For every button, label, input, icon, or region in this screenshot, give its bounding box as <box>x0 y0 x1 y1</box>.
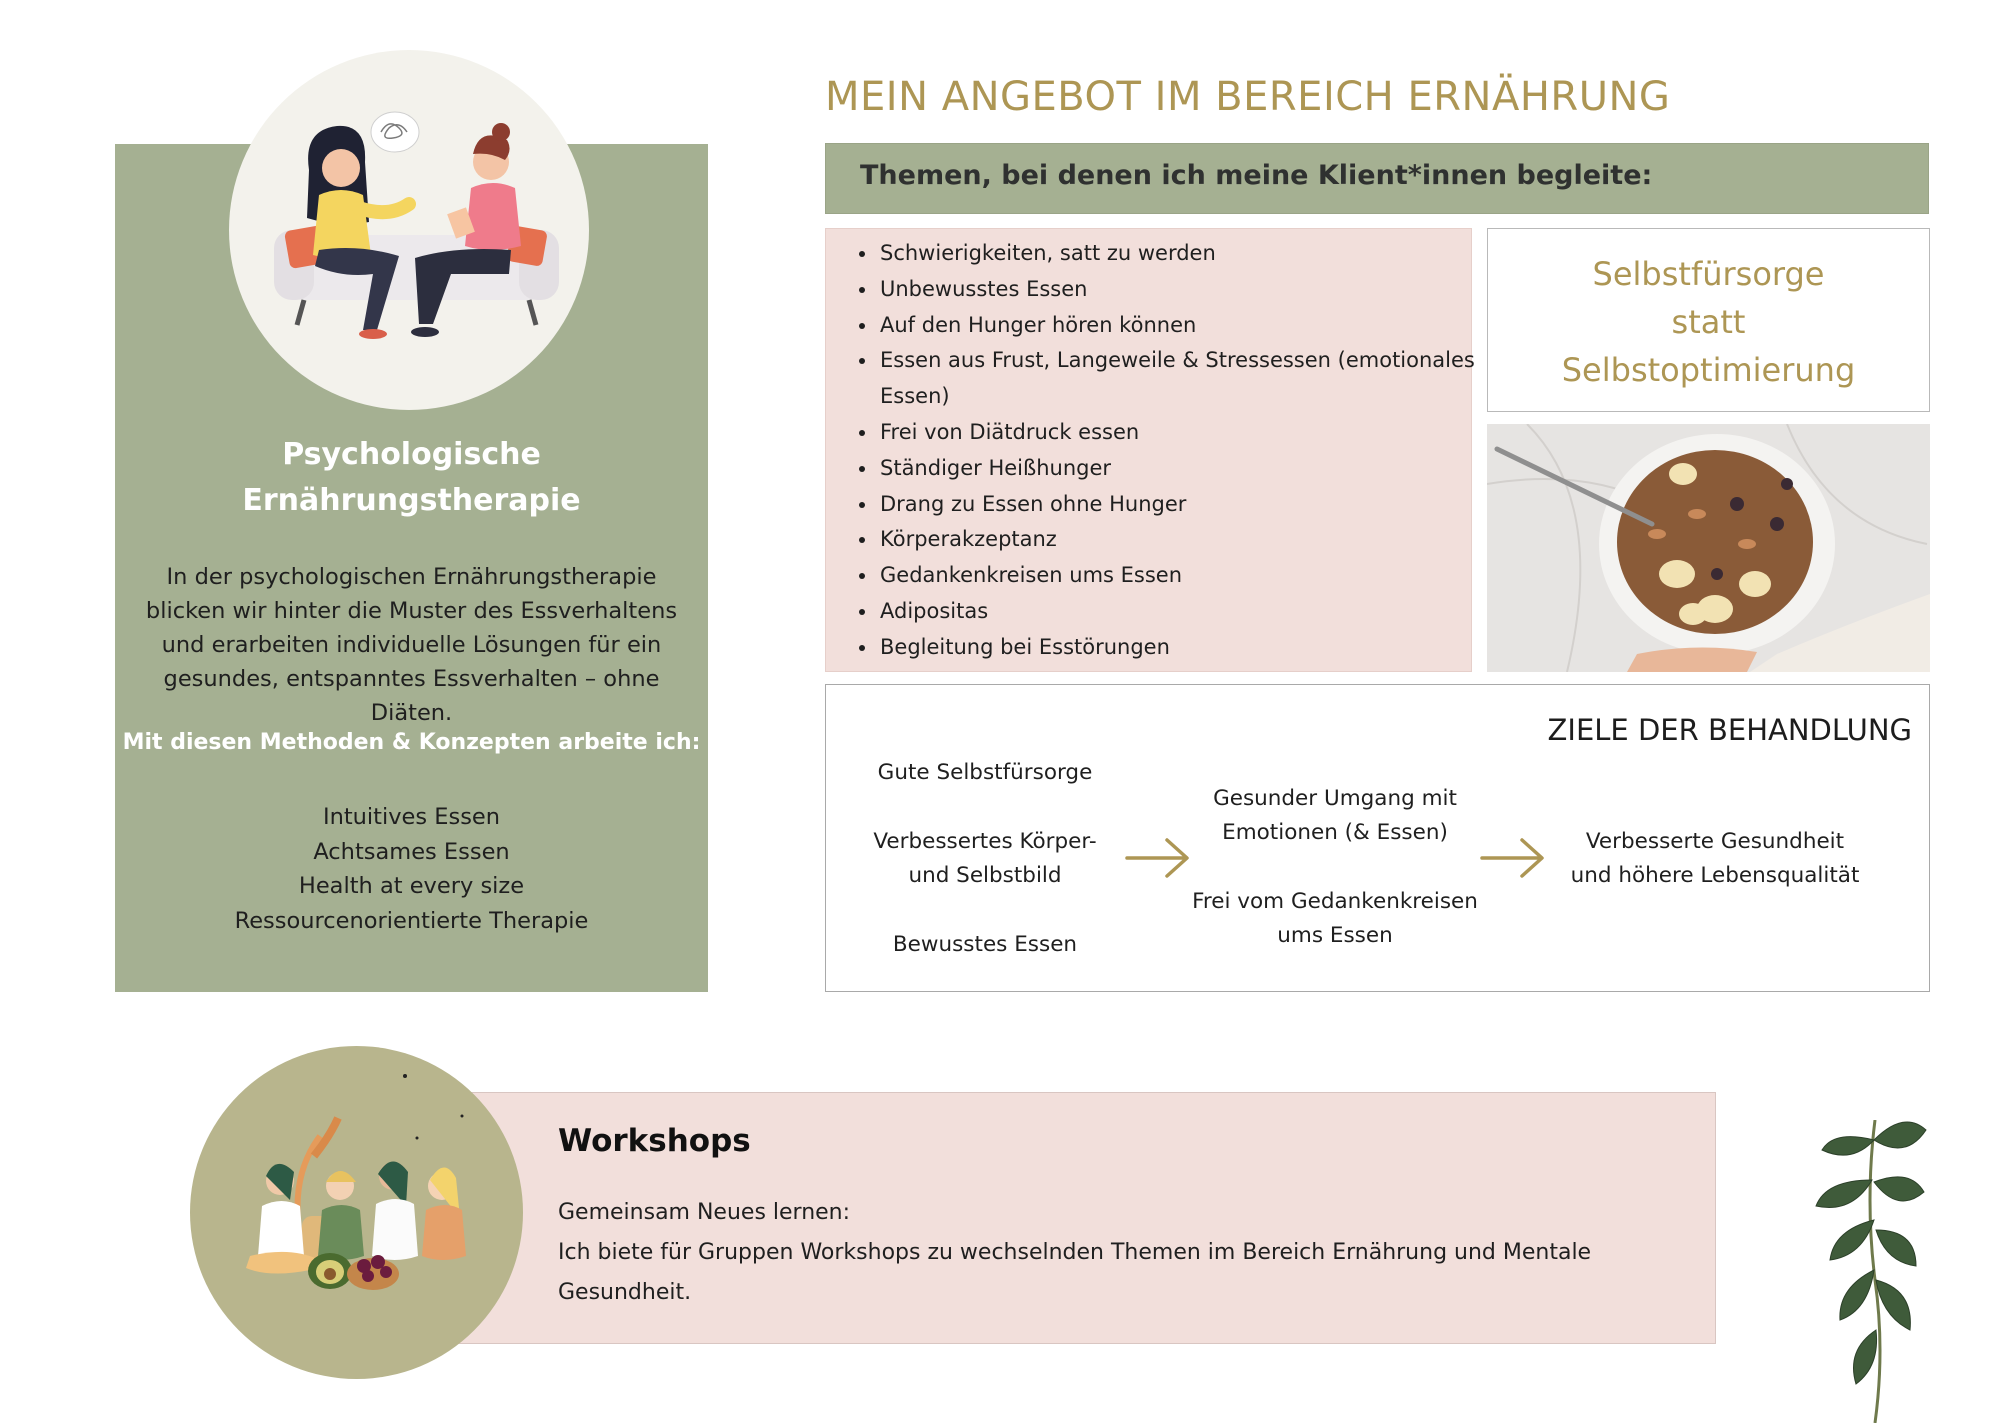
topic-item: • Essen aus Frust, Langeweile & Stressessen (emotionales Essen) <box>878 343 1478 415</box>
arrow-right-icon <box>1125 836 1191 880</box>
method-item: Achtsames Essen <box>313 838 510 865</box>
goal-item: Gute Selbstfürsorge <box>877 760 1093 785</box>
goal-item: Frei vom Gedankenkreisen ums Essen <box>1192 889 1478 948</box>
workshop-title: Workshops <box>558 1123 751 1159</box>
topic-item: • Ständiger Heißhunger <box>878 451 1478 487</box>
goal-item: Verbessertes Körper- und Selbstbild <box>873 829 1097 888</box>
methods-heading: Mit diesen Methoden & Konzepten arbeite ich: <box>122 730 701 755</box>
goal-item: Verbesserte Gesundheit und höhere Lebensqualität <box>1570 829 1860 888</box>
topic-item: • Unbewusstes Essen <box>878 272 1478 308</box>
methods-list <box>115 800 708 938</box>
topics-list <box>852 236 1478 666</box>
topic-item: • Frei von Diätdruck essen <box>878 415 1478 451</box>
workshop-illustration <box>190 1046 523 1379</box>
topic-item: • Schwierigkeiten, satt zu werden <box>878 236 1478 272</box>
therapy-illustration <box>229 50 589 410</box>
eucalyptus-branch-icon <box>1790 1120 1950 1423</box>
granola-bowl-photo <box>1487 424 1930 672</box>
page-title: MEIN ANGEBOT IM BEREICH ERNÄHRUNG <box>825 74 1671 120</box>
therapy-session-illustration <box>229 50 589 410</box>
topic-item: • Begleitung bei Esstörungen <box>878 630 1478 666</box>
goal-item: Bewusstes Essen <box>892 932 1078 957</box>
topic-item: • Gedankenkreisen ums Essen <box>878 558 1478 594</box>
group-women-illustration <box>190 1046 523 1379</box>
workshop-intro-line: Gemeinsam Neues lernen: <box>558 1200 851 1225</box>
method-item: Intuitives Essen <box>322 804 501 830</box>
method-item: Ressourcenorientierte Therapie <box>234 907 589 934</box>
topic-item: • Auf den Hunger hören können <box>878 308 1478 344</box>
goal-item: Gesunder Umgang mit Emotionen (& Essen) <box>1213 786 1457 845</box>
topic-item: • Drang zu Essen ohne Hunger <box>878 487 1478 523</box>
granola-bowl-image <box>1487 424 1930 672</box>
quote-text <box>1487 250 1930 394</box>
quote-line3: Selbstoptimierung <box>1561 351 1856 389</box>
therapy-title-line1: Psychologische <box>282 437 541 472</box>
goals-title: ZIELE DER BEHANDLUNG <box>1547 713 1912 747</box>
topics-heading: Themen, bei denen ich meine Klient*innen begleite: <box>860 160 1653 191</box>
workshop-description: Ich biete für Gruppen Workshops zu wechselnden Themen im Bereich Ernährung und Mentale Gesundheit. <box>558 1240 1592 1305</box>
arrow-right-icon <box>1480 836 1546 880</box>
therapy-title-line2: Ernährungstherapie <box>242 483 581 518</box>
quote-line1: Selbstfürsorge <box>1592 255 1825 293</box>
topic-item: • Adipositas <box>878 594 1478 630</box>
therapy-title <box>115 432 708 524</box>
method-item: Health at every size <box>298 873 525 899</box>
quote-line2: statt <box>1671 303 1746 341</box>
topic-item: • Körperakzeptanz <box>878 522 1478 558</box>
workshop-text <box>558 1193 1658 1313</box>
therapy-description: In der psychologischen Ernährungstherapie blicken wir hinter die Muster des Essverhaltens und erarbeiten individuelle Lösungen für ein gesundes, entspanntes Essverhalten – ohne Diäten. <box>145 564 678 726</box>
